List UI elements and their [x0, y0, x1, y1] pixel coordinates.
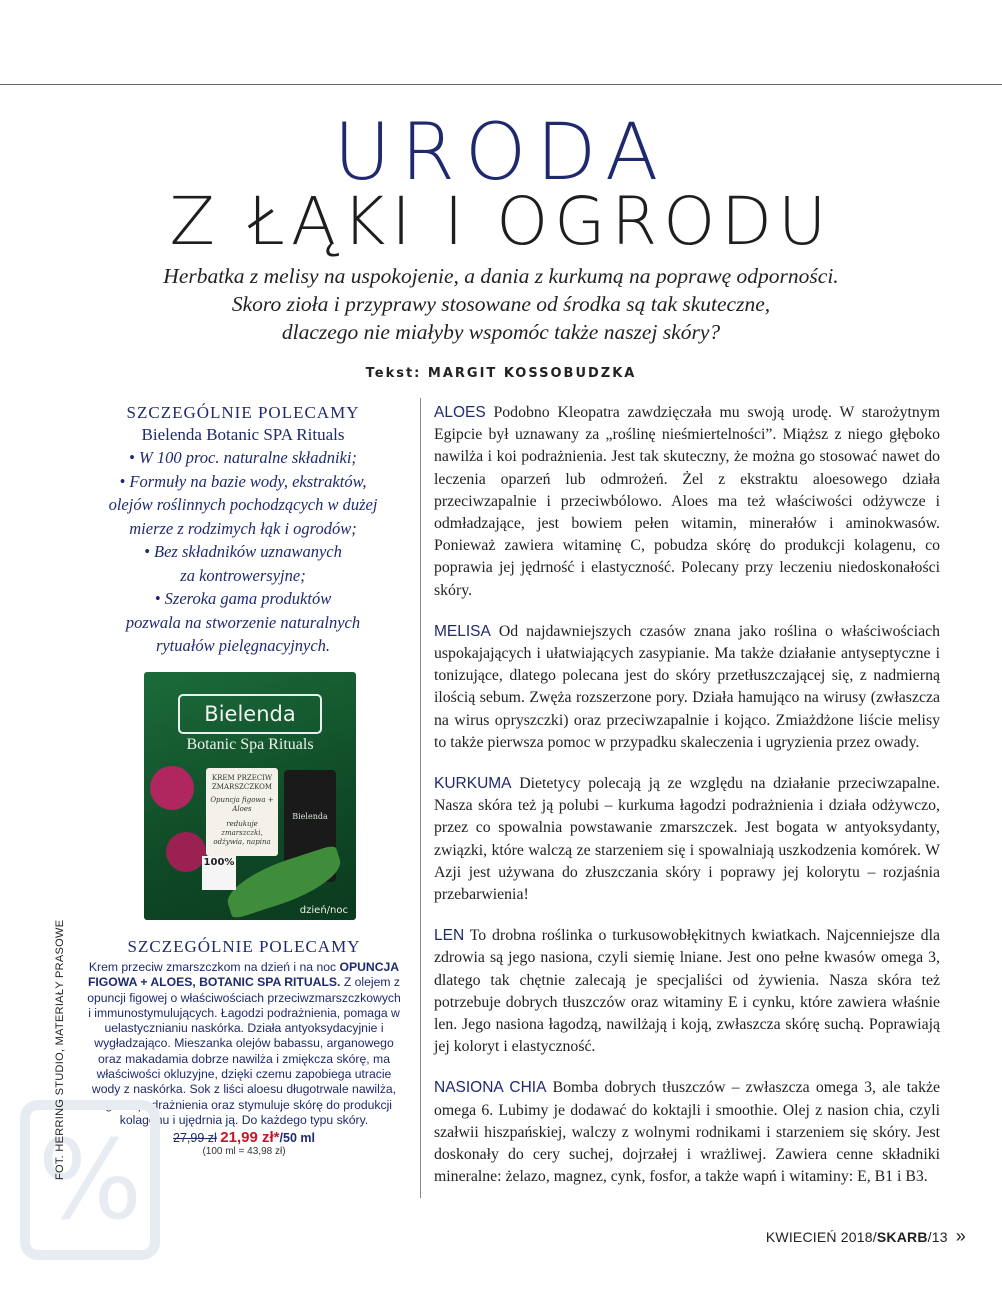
- day-night-label: dzień/noc: [299, 905, 348, 916]
- recommend-list: [84, 446, 402, 658]
- next-page-icon: »: [955, 1226, 966, 1246]
- natural-badge: 100%: [202, 856, 236, 890]
- article-section-melisa: [434, 621, 940, 754]
- product-intro: Krem przeciw zmarszczkom na dzień i na noc: [88, 960, 337, 974]
- section-text: Od najdawniejszych czasów znana jako roślina o właściwościach uspokajających i ułatwiających zasypianie. Ma także działanie antyseptyczne i tonizujące, dlatego polecana jest do skóry przetłuszczającej się, z nadmierną ilością sebum. Zwęża rozszerzone pory. Działa hamująco na wirusy (zwłaszcza na wirus opryszczki) oraz przeciwzapalnie i kojąco. Zmiażdżone liście melisy to także pierwsza pomoc w przypadku skaleczenia i ugryzienia przez owady.: [434, 622, 941, 751]
- recommendation-box: [84, 402, 402, 658]
- page-footer: [766, 1226, 966, 1247]
- byline: Tekst: MARGIT KOSSOBUDZKA: [365, 366, 637, 381]
- flower-illustration: [150, 766, 194, 810]
- product-body: Z olejem z opuncji figowej o właściwościach przeciwzmarszczkowych i immunostymulujących. Łagodzi podrażnienia, pomaga w uelastycznianiu naskórka. Działa antyoksydacyjnie i wygładzająco. Mieszanka olejów babassu, arganowego oraz makadamia dobrze nawilża i zmiękcza skórę, ma właściwości okluzyjne, dzięki czemu zapobiega utracie wody z naskórka. Sok z liści aloesu długotrwale nawilża, łagodzi podrażnienia oraz stymuluje skórę do produkcji kolagenu i ujędrnia ją. Do każdego typu skóry.: [87, 975, 401, 1127]
- product-image: [144, 672, 356, 920]
- page-number: /13: [927, 1229, 948, 1245]
- article-section-chia: [434, 1077, 940, 1188]
- product-line-name: Botanic Spa Rituals: [186, 736, 314, 753]
- section-keyword: ALOES: [434, 404, 486, 421]
- jar-claim: redukuje zmarszczki, odżywia, napina: [213, 820, 271, 846]
- lead-line-1: Herbatka z melisy na uspokojenie, a dania z kurkumą na poprawę odporności.: [163, 264, 839, 288]
- article-section-len: [434, 925, 940, 1058]
- recommend-heading: SZCZEGÓLNIE POLECAMY: [127, 937, 361, 956]
- list-item: • Szeroka gama produktów: [154, 589, 332, 608]
- photo-credit: FOT. HERRING STUDIO, MATERIAŁY PRASOWE: [54, 919, 66, 1180]
- page-title-line2: Z ŁĄKI I OGRODU: [169, 183, 833, 260]
- list-item: pozwala na stworzenie naturalnych: [125, 612, 361, 632]
- jar-label: KREM PRZECIW ZMARSZCZKOM: [211, 774, 273, 791]
- top-rule: [0, 84, 1002, 85]
- cream-jar: [206, 768, 278, 856]
- section-text: To drobna roślinka o turkusowobłękitnych kwiatkach. Najcenniejsze dla zdrowia są jego nasiona, czyli siemię lniane. Jest ono pełne kwasów omega 3, dlatego tak chętnie zalecają je specjaliści od żywienia. Nasza skóra też potrzebuje dobrych tłuszczów oraz witaminy E i cynku, które zawiera właśnie len. Jego nasiona łagodzą, nawilżają i koją, zwłaszcza skórę suchą. Poprawiają jej koloryt i elastyczność.: [434, 927, 940, 1056]
- old-price: 27,99 zł: [173, 1131, 217, 1146]
- lead-paragraph: [120, 262, 882, 346]
- flower-illustration: [166, 832, 206, 872]
- section-text: Bomba dobrych tłuszczów – zwłaszcza omega 3, ale także omega 6. Lubimy je dodawać do koktajli i smoothie. Olej z nasion chia, czyli szałwii hiszpańskiej, walczy z wolnymi rodnikami i starzeniem się skóry. Jest doskonały do cery suchej, dojrzałej i wrażliwej. Zawiera cenne składniki mineralne: żelazo, magnez, cynk, fosfor, a także wapń i witaminy: E, B1 i B3.: [434, 1079, 940, 1186]
- section-text: Dietetycy polecają ją ze względu na działanie przeciwzapalne. Nasza skóra też ją polubi – kurkuma łagodzi podrażnienia i działa odżywczo, przez co spowalnia powstawanie zmarszczek. Jest bogata w antyoksydanty, związki, które walczą ze starzeniem się i spowalniają uszkodzenia komórek. W Azji jest używana do złuszczania skóry i poprawy jej kolorytu – rozjaśnia przebarwienia!: [434, 775, 941, 904]
- section-keyword: NASIONA CHIA: [434, 1079, 547, 1097]
- list-item: rytuałów pielęgnacyjnych.: [155, 636, 331, 655]
- list-item: • W 100 proc. naturalne składniki;: [129, 448, 357, 467]
- section-text: Podobno Kleopatra zawdzięczała mu swoją urodę. W starożytnym Egipcie był uznawany za „roślinę nieśmiertelności”. Miąższ z niego głęboko nawilża i koi podrażnienia. Jest tak skuteczny, że można go stosować nawet do leczenia oparzeń lub odmrożeń. Żel z ekstraktu aloesowego działa przeciwzapalnie i przeciwbólowo. Aloes ma też właściwości odżywcze i odmładzające, jest bowiem pełen witamin, minerałów i aminokwasów. Ponieważ zawiera witaminę C, pobudza skórę do produkcji kolagenu, co poprawia jej jędrność i elastyczność. Polecany przy leczeniu niedoskonałości skóry.: [434, 404, 940, 599]
- section-keyword: KURKUMA: [434, 775, 512, 793]
- issue-date: KWIECIEŃ 2018/: [765, 1229, 877, 1245]
- bottle-brand: Bielenda: [292, 812, 328, 821]
- article-section-aloes: [434, 402, 940, 602]
- product-brand-logo: Bielenda: [178, 694, 322, 734]
- new-price: 21,99 zł*: [220, 1129, 280, 1147]
- list-item: mierze z rodzimych łąk i ogrodów;: [129, 518, 357, 538]
- package-size: /50 ml: [279, 1131, 315, 1146]
- list-item: olejów roślinnych pochodzących w dużej: [108, 495, 378, 514]
- page-title-line1: URODA: [333, 108, 669, 198]
- section-keyword: LEN: [434, 927, 465, 945]
- article-section-kurkuma: [434, 773, 940, 906]
- product-name: OPUNCJA FIGOWA + ALOES, BOTANIC SPA RITUALS.: [87, 960, 400, 990]
- unit-price: (100 ml = 43,98 zł): [202, 1146, 286, 1158]
- section-keyword: MELISA: [434, 622, 491, 640]
- recommend-heading: SZCZEGÓLNIE POLECAMY: [126, 403, 360, 422]
- article-body: [434, 402, 940, 1208]
- lead-line-3: dlaczego nie miałyby wspomóc także naszej skóry?: [281, 320, 721, 344]
- list-item: za kontrowersyjne;: [180, 565, 306, 585]
- recommend-subtitle: Bielenda Botanic SPA Rituals: [141, 425, 345, 444]
- percent-watermark-icon: %: [20, 1100, 160, 1260]
- list-item: • Formuły na bazie wody, ekstraktów,: [119, 471, 367, 491]
- column-divider: [420, 398, 421, 1198]
- list-item: • Bez składników uznawanych: [144, 542, 342, 561]
- magazine-name: SKARB: [876, 1229, 928, 1245]
- lead-line-2: Skoro zioła i przyprawy stosowane od środka są tak skuteczne,: [231, 292, 771, 316]
- jar-sub: Opuncja figowa + Aloes: [210, 796, 274, 813]
